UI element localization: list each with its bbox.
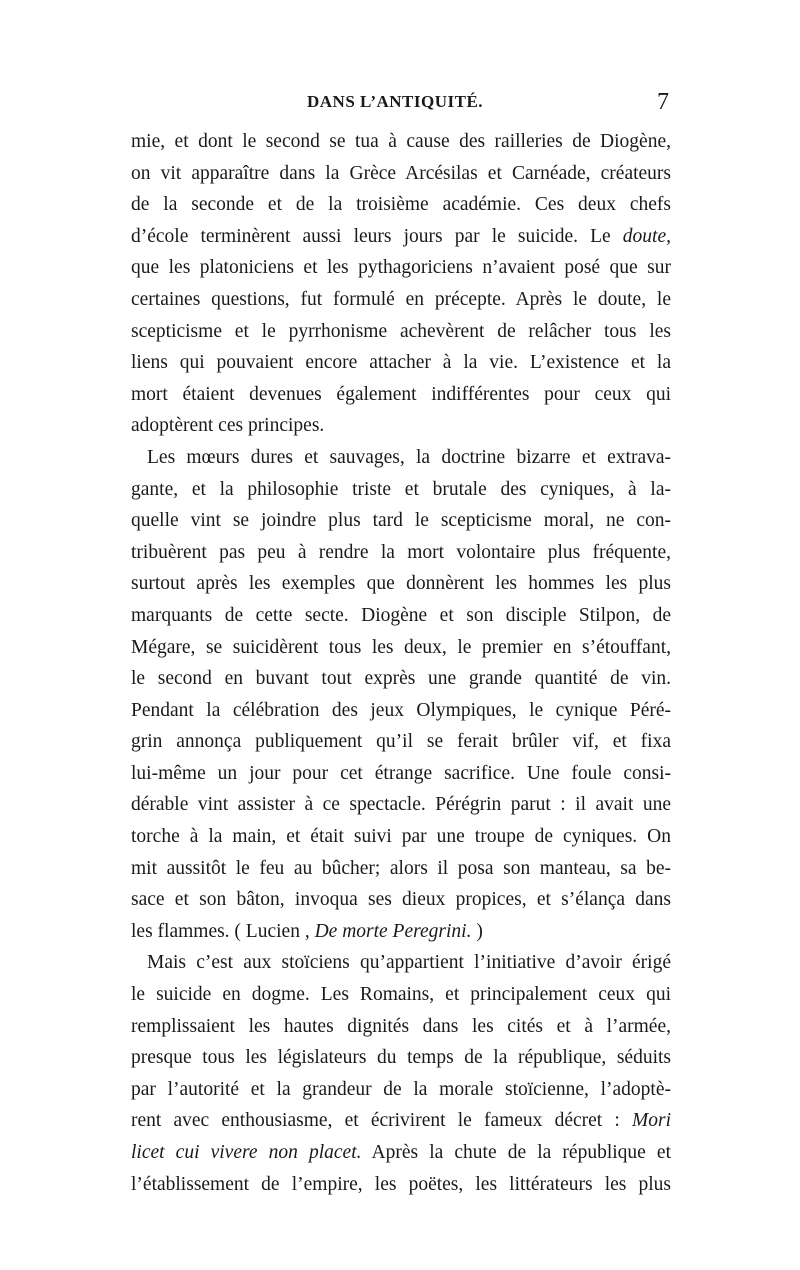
text-line: mit aussitôt le feu au bûcher; alors il posa son manteau, sa be- bbox=[131, 857, 671, 879]
text-line: licet cui vivere non placet. Après la chute de la république et bbox=[131, 1142, 671, 1163]
text-line: torche à la main, et était suivi par une troupe de cyniques. On bbox=[131, 826, 671, 848]
text-line: presque tous les législateurs du temps de la république, séduits bbox=[131, 1047, 671, 1069]
text-line: lui-même un jour pour cet étrange sacrifice. Une foule consi- bbox=[131, 762, 671, 784]
italic-emphasis: Mori bbox=[632, 1110, 671, 1132]
text-line: que les platoniciens et les pythagoriciens n’avaient posé que sur bbox=[131, 257, 671, 279]
text-line: tribuèrent pas peu à rendre la mort volontaire plus fréquente, bbox=[131, 541, 671, 563]
text-line: scepticisme et le pyrrhonisme achevèrent de relâcher tous les bbox=[131, 320, 671, 342]
italic-emphasis: licet cui vivere non placet. bbox=[131, 1142, 362, 1163]
paragraph-start-line: Les mœurs dures et sauvages, la doctrine bizarre et extrava- bbox=[147, 446, 671, 468]
text-line: on vit apparaître dans la Grèce Arcésilas et Carnéade, créateurs bbox=[131, 162, 671, 184]
text-line: rent avec enthousiasme, et écrivirent le fameux décret : Mori bbox=[131, 1110, 671, 1132]
text-line: de la seconde et de la troisième académie. Ces deux chefs bbox=[131, 194, 671, 216]
text-line: mie, et dont le second se tua à cause des railleries de Diogène, bbox=[131, 131, 671, 152]
text-line: adoptèrent ces principes. bbox=[131, 415, 325, 437]
text-line: dérable vint assister à ce spectacle. Pérégrin parut : il avait une bbox=[131, 794, 671, 816]
text-line: le suicide en dogme. Les Romains, et principalement ceux qui bbox=[131, 984, 671, 1006]
text-line: Pendant la célébration des jeux Olympiques, le cynique Péré- bbox=[131, 699, 671, 721]
body-text bbox=[131, 126, 671, 1200]
text-line: Mégare, se suicidèrent tous les deux, le premier en s’étouffant, bbox=[131, 636, 671, 658]
text-line: par l’autorité et la grandeur de la morale stoïcienne, l’adoptè- bbox=[131, 1078, 671, 1100]
text-line: certaines questions, fut formulé en précepte. Après le doute, le bbox=[131, 288, 671, 310]
text-line: sace et son bâton, invoqua ses dieux propices, et s’élança dans bbox=[131, 889, 671, 911]
text-line: marquants de cette secte. Diogène et son disciple Stilpon, de bbox=[131, 604, 671, 626]
text-line: liens qui pouvaient encore attacher à la vie. L’existence et la bbox=[131, 352, 671, 374]
text-line: remplissaient les hautes dignités dans les cités et à l’armée, bbox=[131, 1015, 671, 1037]
running-head-title: DANS L’ANTIQUITÉ. bbox=[307, 92, 484, 111]
text-line: les flammes. ( Lucien , De morte Peregrini. ) bbox=[131, 920, 483, 942]
text-line: surtout après les exemples que donnèrent les hommes les plus bbox=[131, 573, 671, 595]
running-head bbox=[131, 89, 669, 122]
italic-emphasis: De morte Peregrini. bbox=[314, 920, 472, 942]
text-line: mort étaient devenues également indifférentes pour ceux qui bbox=[131, 383, 671, 405]
text-line: quelle vint se joindre plus tard le scepticisme moral, ne con- bbox=[131, 510, 671, 532]
text-line: d’école terminèrent aussi leurs jours par le suicide. Le doute, bbox=[131, 225, 671, 247]
text-line: le second en buvant tout exprès une grande quantité de vin. bbox=[131, 668, 671, 690]
text-line: grin annonça publiquement qu’il se ferait brûler vif, et fixa bbox=[131, 731, 671, 753]
italic-emphasis: doute, bbox=[622, 225, 671, 247]
page-number: 7 bbox=[657, 89, 669, 115]
text-line: l’établissement de l’empire, les poëtes, les littérateurs les plus bbox=[131, 1173, 671, 1195]
text-line: gante, et la philosophie triste et brutale des cyniques, à la- bbox=[131, 478, 671, 500]
paragraph-start-line: Mais c’est aux stoïciens qu’appartient l’initiative d’avoir érigé bbox=[147, 952, 671, 974]
